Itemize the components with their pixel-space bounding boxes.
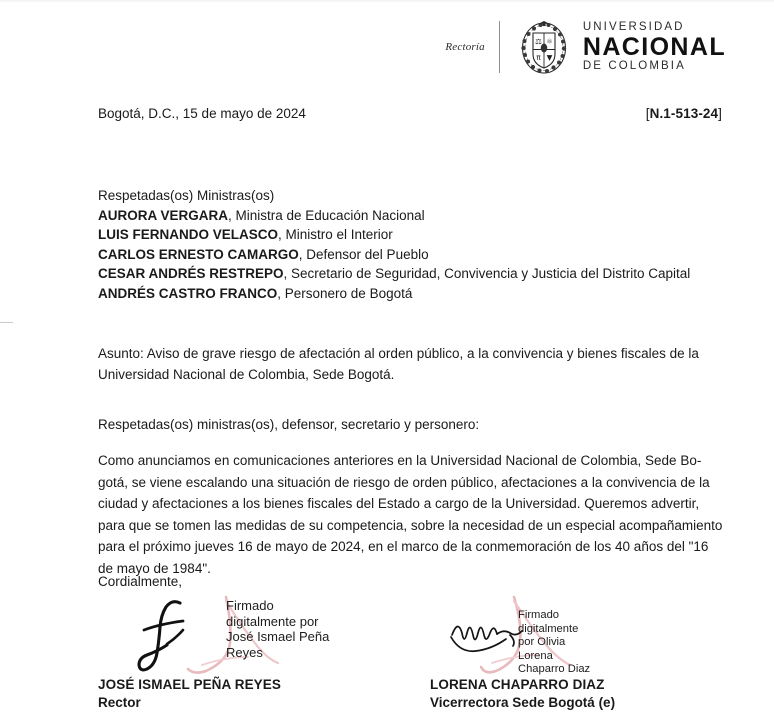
body-line: ciudad y afectaciones a los bienes fiscales del Estado a cargo de la Universidad. Queremos advertir,: [98, 496, 700, 511]
recipient-role: , Personero de Bogotá: [277, 285, 413, 301]
recipient-name: AURORA VERGARA: [98, 207, 229, 223]
ref-value: N.1-513-24: [649, 106, 719, 121]
recipient-name: ANDRÉS CASTRO FRANCO: [98, 285, 278, 301]
page-top-edge: [0, 0, 774, 3]
recipient-role: , Ministro el Interior: [278, 227, 393, 243]
recipient-name: CESAR ANDRÉS RESTREPO: [98, 266, 284, 282]
salutation: Respetadas(os) ministras(os), defensor, secretario y personero:: [98, 417, 480, 432]
signature-meta-line: digitalmente: [518, 622, 579, 635]
body-line: gotá, se viene escalando una situación de riesgo de orden público, afectaciones a la convivencia de la: [98, 474, 710, 490]
letterhead-line-nacional: NACIONAL: [582, 33, 726, 61]
page-left-margin-tick: [0, 322, 13, 323]
signature-area: [98, 595, 722, 715]
signature-graphic: [430, 595, 760, 677]
subject-block: [98, 343, 720, 385]
ref-bracket-close: ]: [718, 106, 722, 121]
recipient-row: [98, 206, 722, 226]
digital-signature-metadata: [518, 609, 590, 677]
svg-text:⚖: ⚖: [534, 37, 542, 46]
body-line: para el próximo jueves 16 de mayo de 2024, en el marco de la conmemoración de los 40 años del "16: [98, 539, 709, 554]
recipient-role: , Defensor del Pueblo: [298, 246, 429, 262]
signature-meta-line: Firmado: [518, 609, 560, 621]
signature-meta-line: Chaparro Diaz: [518, 663, 591, 676]
svg-text:▼: ▼: [546, 53, 553, 62]
handwritten-signature-icon: [136, 597, 194, 675]
letterhead-divider: [499, 21, 500, 73]
signature-meta-line: por Olivia: [518, 636, 566, 649]
body-line: Como anunciamos en comunicaciones anteriores en la Universidad Nacional de Colombia, Sede Bo-: [98, 453, 702, 468]
recipient-role: , Ministra de Educación Nacional: [228, 207, 425, 223]
body-line: para que se tomen las medidas de su competencia, sobre la necesidad de un especial acompañamiento: [98, 517, 723, 533]
signatory-title: Vicerrectora Sede Bogotá (e): [430, 695, 616, 710]
signatory-name: JOSÉ ISMAEL PEÑA REYES: [98, 677, 281, 692]
letterhead: [445, 18, 726, 76]
recipient-role: , Secretario de Seguridad, Convivencia y Justicia del Distrito Capital: [283, 266, 691, 282]
signature-meta-line: Firmado: [226, 598, 274, 613]
ref-bracket-open: [: [645, 106, 650, 121]
date-and-reference-row: [98, 106, 722, 121]
recipients-block: [98, 186, 722, 304]
document-reference-number: [646, 106, 722, 121]
recipient-row: [98, 284, 722, 304]
closing-salutation: Cordialmente,: [98, 574, 183, 589]
subject-line-2: Universidad Nacional de Colombia, Sede Bogotá.: [98, 367, 395, 382]
letterhead-line-colombia: DE COLOMBIA: [582, 60, 686, 72]
recipient-row: [98, 225, 722, 245]
letterhead-wordmark: [583, 22, 726, 73]
unal-shield-icon: [518, 18, 570, 76]
signature-meta-line: Reyes: [226, 644, 263, 660]
signature-meta-line: Lorena: [518, 649, 553, 662]
body-line: de mayo de 1984".: [98, 560, 211, 576]
svg-text:⚛: ⚛: [545, 37, 553, 46]
handwritten-signature-icon: [450, 613, 528, 663]
recipient-row: [98, 264, 722, 284]
signature-meta-line: digitalmente por: [226, 613, 319, 629]
place-and-date: Bogotá, D.C., 15 de mayo de 2024: [98, 106, 306, 121]
signatory-title: Rector: [98, 695, 141, 710]
signature-graphic: [98, 595, 428, 677]
recipient-name: CARLOS ERNESTO CAMARGO: [98, 246, 299, 262]
letterhead-unit-label: Rectoría: [445, 41, 485, 53]
recipients-heading: Respetadas(os) Ministras(os): [98, 188, 275, 203]
signature-block-rector: [98, 595, 428, 710]
digital-signature-metadata: [226, 598, 329, 660]
letterhead-line-universidad: UNIVERSIDAD: [582, 20, 685, 33]
svg-text:π: π: [536, 53, 541, 62]
signature-meta-line: José Ismael Peña: [226, 629, 330, 644]
recipient-name: LUIS FERNANDO VELASCO: [98, 227, 279, 243]
signature-block-vicerrectora: [430, 595, 760, 710]
recipient-row: [98, 245, 722, 265]
body-paragraph: [98, 450, 722, 579]
subject-line-1: Asunto: Aviso de grave riesgo de afectación al orden público, a la convivencia y bienes fiscales de la: [98, 346, 699, 361]
signatory-name: LORENA CHAPARRO DIAZ: [430, 677, 605, 692]
